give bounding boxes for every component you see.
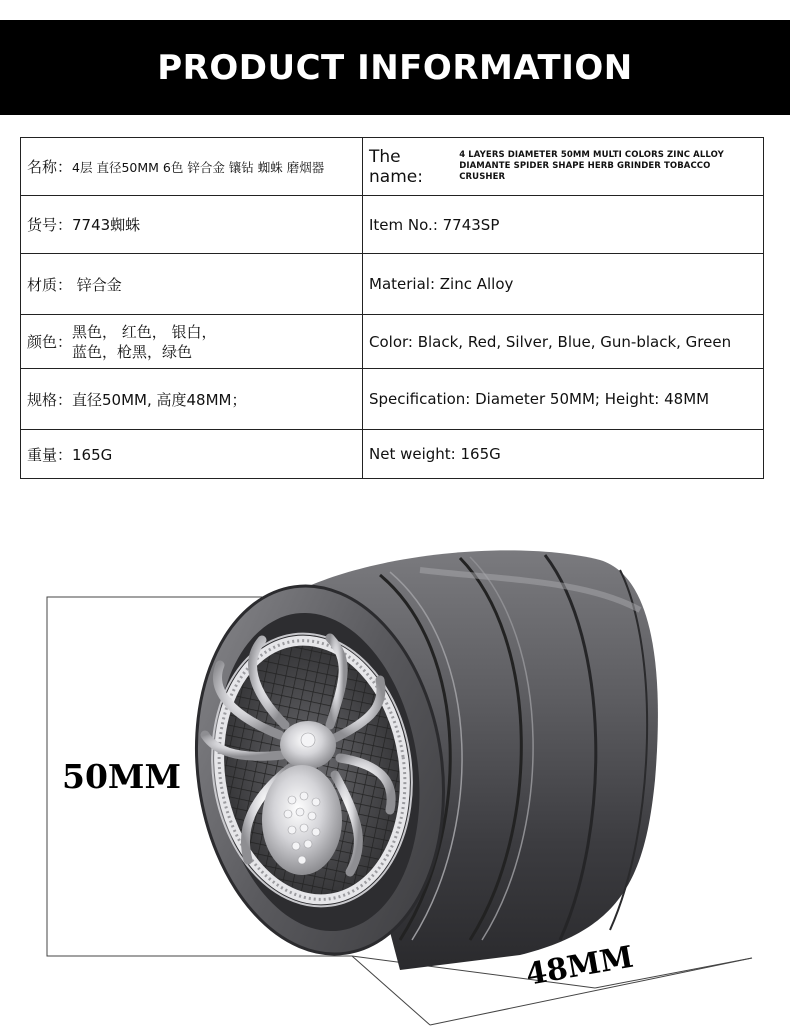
material-en-cell: Material: Zinc Alloy	[363, 254, 764, 315]
table-row-name	[21, 138, 764, 196]
table-row-material	[21, 254, 764, 315]
color-en-cell: Color: Black, Red, Silver, Blue, Gun-black, Green	[363, 315, 764, 369]
table-row-weight	[21, 430, 764, 479]
table-row-item	[21, 196, 764, 254]
material-cn-cell: 材质： 锌合金	[21, 254, 363, 315]
item-en-cell: Item No.: 7743SP	[363, 196, 764, 254]
name-en-line1: 4 LAYERS DIAMETER 50MM MULTI COLORS ZINC ALLOY	[459, 150, 724, 160]
table-row-spec	[21, 369, 764, 430]
product-photo	[0, 500, 790, 1031]
name-en-label: The name:	[369, 146, 423, 187]
item-cn-cell: 货号：7743蜘蛛	[21, 196, 363, 254]
name-en-cell	[363, 138, 764, 196]
name-en-line2: DIAMANTE SPIDER SHAPE HERB GRINDER TOBACCO CRUSHER	[459, 161, 711, 182]
weight-en-cell: Net weight: 165G	[363, 430, 764, 479]
header-banner	[0, 20, 790, 115]
name-cn-cell	[21, 138, 363, 196]
name-en-value	[459, 150, 757, 183]
page-title: PRODUCT INFORMATION	[157, 47, 633, 88]
color-cn-label: 颜色：	[27, 333, 73, 351]
color-cn-cell	[21, 315, 363, 369]
name-cn-label: 名称：	[27, 158, 73, 176]
weight-cn-cell: 重量：165G	[21, 430, 363, 479]
table-row-color	[21, 315, 764, 369]
color-cn-line2: 蓝色，枪黑，绿色	[72, 342, 193, 361]
spec-cn-cell: 规格：直径50MM, 高度48MM；	[21, 369, 363, 430]
color-cn-value	[72, 322, 217, 362]
product-info-table	[20, 137, 764, 479]
spec-en-cell: Specification: Diameter 50MM; Height: 48MM	[363, 369, 764, 430]
height-label: 48MM	[523, 939, 636, 993]
diameter-label: 50MM	[62, 757, 181, 796]
name-cn-value: 4层 直径50MM 6色 锌合金 镶钻 蜘蛛 磨烟器	[72, 160, 325, 175]
color-cn-line1: 黑色， 红色， 银白，	[72, 322, 217, 341]
